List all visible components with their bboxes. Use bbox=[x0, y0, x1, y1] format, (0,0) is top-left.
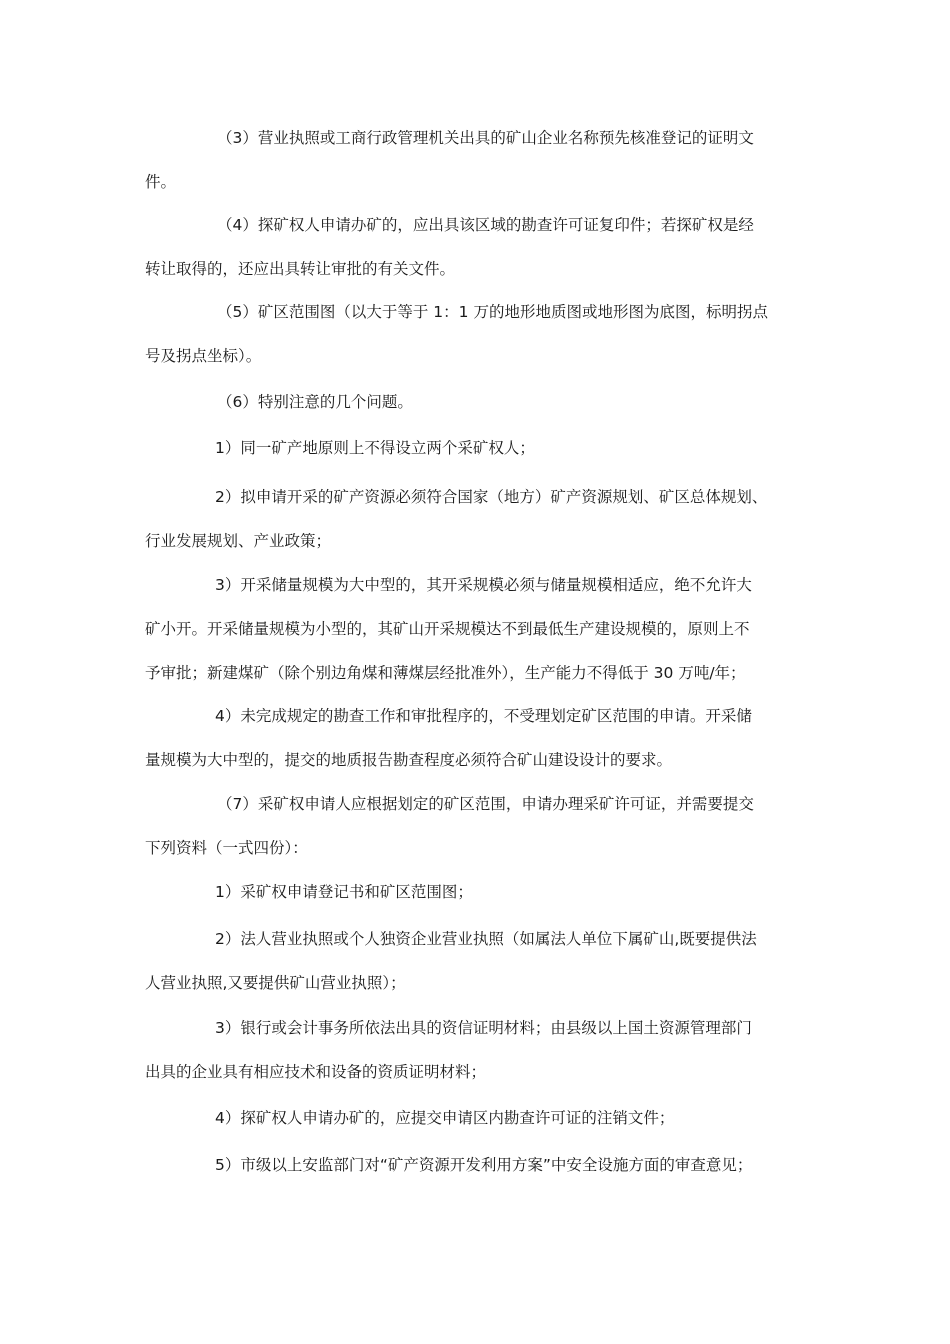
paragraph-subitem-1 bbox=[145, 870, 805, 914]
text-line: 下列资料（一式四份）： bbox=[145, 839, 308, 857]
text-line: 3）开采储量规模为大中型的，其开采规模必须与储量规模相适应，绝不允许大 bbox=[215, 576, 752, 594]
text-line: （7）采矿权申请人应根据划定的矿区范围，申请办理采矿许可证，并需要提交 bbox=[217, 795, 754, 813]
paragraph-subitem-1 bbox=[145, 426, 805, 470]
text-line: 4）未完成规定的勘查工作和审批程序的，不受理划定矿区范围的申请。开采储 bbox=[215, 707, 752, 725]
text-line: 5）市级以上安监部门对“矿产资源开发利用方案”中安全设施方面的审查意见； bbox=[215, 1156, 753, 1174]
text-line: 1）同一矿产地原则上不得设立两个采矿权人； bbox=[215, 439, 535, 457]
text-line: （5）矿区范围图（以大于等于 1：1 万的地形地质图或地形图为底图，标明拐点 bbox=[217, 303, 768, 321]
text-line: （4）探矿权人申请办矿的，应出具该区域的勘查许可证复印件；若探矿权是经 bbox=[217, 216, 754, 234]
paragraph-item-6 bbox=[145, 380, 805, 424]
paragraph-subitem-4 bbox=[145, 1096, 805, 1140]
paragraph-item-3 bbox=[145, 116, 805, 204]
paragraph-subitem-3 bbox=[145, 1006, 805, 1094]
text-line: 予审批；新建煤矿（除个别边角煤和薄煤层经批准外），生产能力不得低于 30 万吨/年； bbox=[145, 664, 746, 682]
paragraph-subitem-2 bbox=[145, 475, 805, 563]
text-line: 行业发展规划、产业政策； bbox=[145, 532, 332, 550]
text-line: 人营业执照,又要提供矿山营业执照）； bbox=[145, 974, 406, 992]
text-line: 2）法人营业执照或个人独资企业营业执照（如属法人单位下属矿山,既要提供法 bbox=[215, 930, 757, 948]
text-line: 量规模为大中型的，提交的地质报告勘查程度必须符合矿山建设设计的要求。 bbox=[145, 751, 673, 769]
paragraph-subitem-4 bbox=[145, 694, 805, 782]
text-line: 3）银行或会计事务所依法出具的资信证明材料；由县级以上国土资源管理部门 bbox=[215, 1019, 752, 1037]
paragraph-subitem-5 bbox=[145, 1143, 805, 1187]
paragraph-item-5 bbox=[145, 290, 805, 378]
paragraph-item-7 bbox=[145, 782, 805, 870]
text-line: （3）营业执照或工商行政管理机关出具的矿山企业名称预先核准登记的证明文 bbox=[217, 129, 754, 147]
text-line: 4）探矿权人申请办矿的，应提交申请区内勘查许可证的注销文件； bbox=[215, 1109, 675, 1127]
paragraph-subitem-2 bbox=[145, 917, 805, 1005]
text-line: 转让取得的，还应出具转让审批的有关文件。 bbox=[145, 260, 456, 278]
text-line: （6）特别注意的几个问题。 bbox=[217, 393, 413, 411]
text-line: 2）拟申请开采的矿产资源必须符合国家（地方）矿产资源规划、矿区总体规划、 bbox=[215, 488, 768, 506]
text-line: 矿小开。开采储量规模为小型的，其矿山开采规模达不到最低生产建设规模的，原则上不 bbox=[145, 620, 750, 638]
paragraph-item-4 bbox=[145, 203, 805, 291]
text-line: 出具的企业具有相应技术和设备的资质证明材料； bbox=[145, 1063, 487, 1081]
paragraph-subitem-3 bbox=[145, 563, 805, 695]
text-line: 号及拐点坐标）。 bbox=[145, 347, 262, 365]
text-line: 件。 bbox=[145, 173, 177, 191]
text-line: 1）采矿权申请登记书和矿区范围图； bbox=[215, 883, 473, 901]
